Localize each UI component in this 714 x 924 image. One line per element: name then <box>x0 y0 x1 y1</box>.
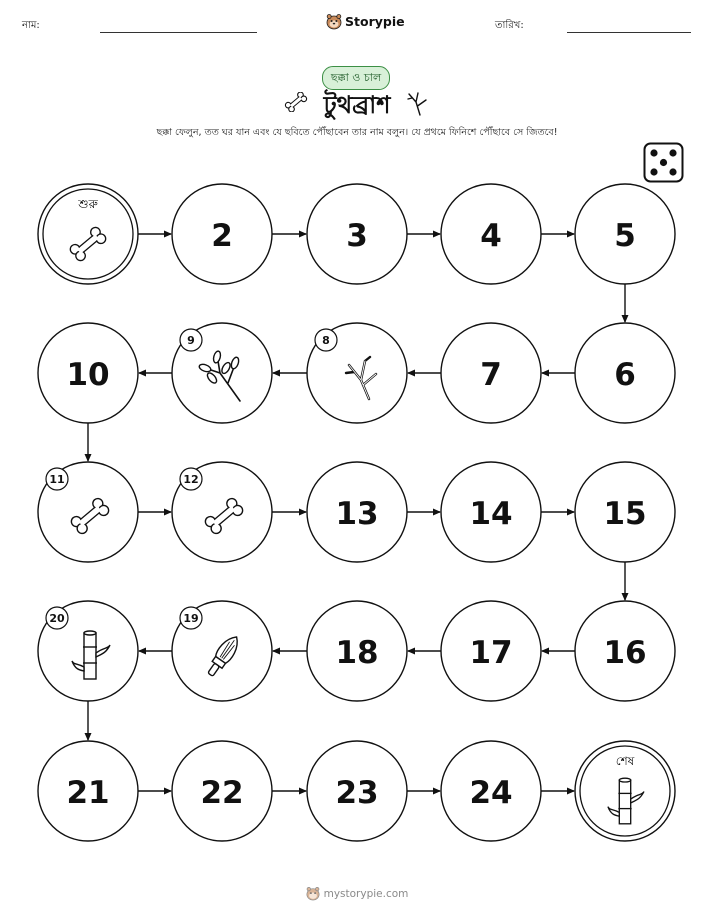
space-number: 7 <box>480 357 502 393</box>
board-space-1 <box>38 184 138 284</box>
name-label: নাম: <box>22 20 40 31</box>
space-number: 14 <box>469 496 513 532</box>
board-space-25 <box>575 741 675 841</box>
board-space-14 <box>441 462 541 562</box>
footer <box>0 886 714 901</box>
start-label: শুরু <box>78 197 98 211</box>
space-number: 3 <box>346 218 368 254</box>
space-number: 9 <box>187 334 195 347</box>
space-number: 6 <box>614 357 636 393</box>
board-space-9 <box>172 323 272 423</box>
board-space-16 <box>575 601 675 701</box>
board-space-19 <box>172 601 272 701</box>
board-space-23 <box>307 741 407 841</box>
board-space-21 <box>38 741 138 841</box>
space-number: 4 <box>480 218 502 254</box>
space-number: 15 <box>603 496 647 532</box>
board-space-12 <box>172 462 272 562</box>
board-space-10 <box>38 323 138 423</box>
end-label: শেষ <box>615 754 635 768</box>
instructions-text: ছক্কা ফেলুন, তত ঘর যান এবং যে ছবিতে পৌঁছাবেন তার নাম বলুন। যে প্রথমে ফিনিশে পৌঁছাবে সে জিতবে! <box>156 127 558 138</box>
space-number: 12 <box>183 473 199 486</box>
space-number: 17 <box>469 635 513 671</box>
board-space-15 <box>575 462 675 562</box>
board-space-6 <box>575 323 675 423</box>
space-number: 21 <box>66 775 110 811</box>
space-number: 16 <box>603 635 647 671</box>
board-space-22 <box>172 741 272 841</box>
board-space-17 <box>441 601 541 701</box>
board-space-8 <box>307 323 407 423</box>
space-number: 22 <box>200 775 244 811</box>
space-number: 20 <box>49 612 65 625</box>
space-number: 19 <box>183 612 199 625</box>
space-number: 11 <box>49 473 65 486</box>
footer-url: mystorypie.com <box>323 887 409 900</box>
logo-text: Storypie <box>345 14 405 29</box>
date-label: তারিখ: <box>495 20 524 31</box>
board-space-11 <box>38 462 138 562</box>
game-type-badge: ছক্কা ও চাল <box>322 66 390 90</box>
board-space-5 <box>575 184 675 284</box>
board-space-18 <box>307 601 407 701</box>
board-space-7 <box>441 323 541 423</box>
board-space-3 <box>307 184 407 284</box>
worksheet-title: টুথব্রাশ <box>323 91 391 119</box>
space-number: 8 <box>322 334 330 347</box>
space-number: 24 <box>469 775 513 811</box>
space-number: 2 <box>211 218 233 254</box>
board-space-2 <box>172 184 272 284</box>
space-number: 5 <box>614 218 636 254</box>
space-number: 10 <box>66 357 110 393</box>
space-number: 18 <box>335 635 379 671</box>
board-space-24 <box>441 741 541 841</box>
board-space-13 <box>307 462 407 562</box>
board-space-4 <box>441 184 541 284</box>
space-number: 13 <box>335 496 379 532</box>
board-space-20 <box>38 601 138 701</box>
storypie-mascot-icon <box>306 886 320 901</box>
space-number: 23 <box>335 775 379 811</box>
